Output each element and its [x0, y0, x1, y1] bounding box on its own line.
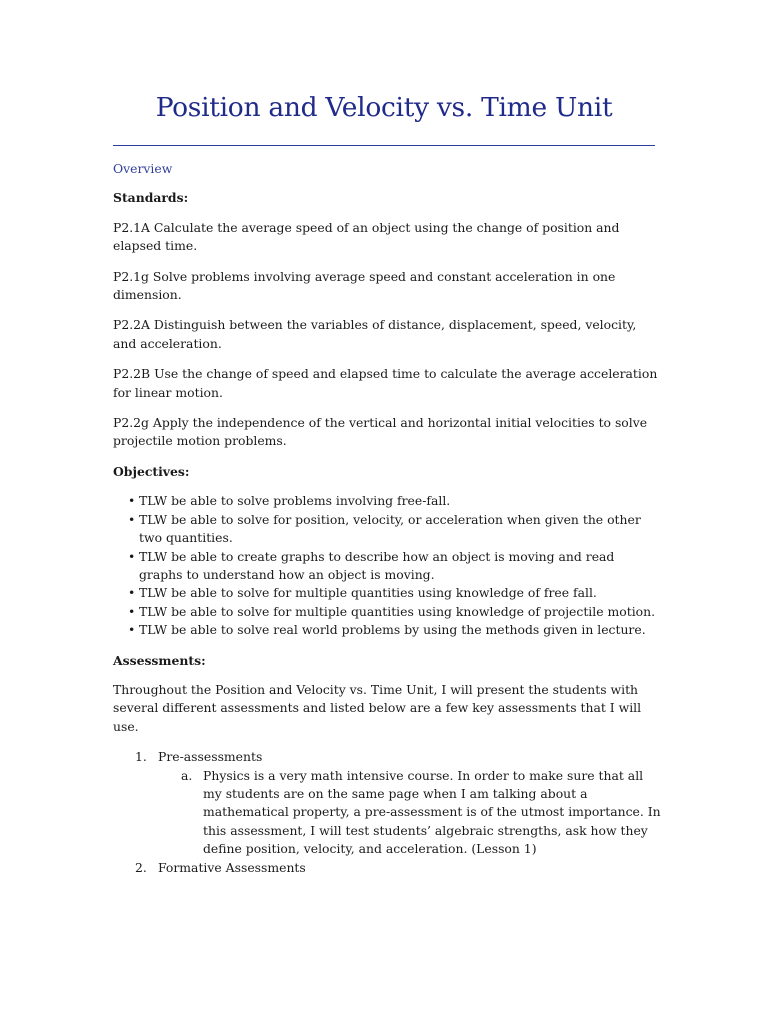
list-item [113, 621, 661, 639]
list-item [113, 748, 661, 858]
assessments-heading: Assessments: [113, 652, 206, 668]
bullet-icon: • [128, 493, 136, 509]
assessments-list [113, 748, 661, 877]
objective-text: TLW be able to solve for position, velocity, or acceleration when given the other two quantities. [139, 511, 641, 546]
objective-text: TLW be able to create graphs to describe how an object is moving and read graphs to understand how an object is moving. [139, 548, 615, 582]
assessment-sublist [158, 767, 661, 859]
standards-heading: Standards: [113, 190, 189, 206]
list-number: 1. [135, 749, 147, 765]
bullet-icon: • [128, 622, 136, 638]
objectives-heading: Objectives: [113, 463, 190, 479]
assessment-label: Formative Assessments [158, 859, 306, 875]
list-item [113, 584, 661, 602]
bullet-icon: • [128, 603, 136, 619]
list-number: 2. [135, 859, 147, 875]
bullet-icon: • [128, 511, 136, 527]
standard-item: P2.2A Distinguish between the variables of distance, displacement, speed, velocity, and acceleration. [113, 317, 637, 351]
objective-text: TLW be able to solve problems involving free-fall. [139, 493, 451, 509]
assessments-intro: Throughout the Position and Velocity vs. Time Unit, I will present the students with several different assessments and listed below are a few key assessments that I will use. [113, 681, 642, 734]
list-item [113, 548, 661, 585]
objective-text: TLW be able to solve for multiple quantities using knowledge of projectile motion. [139, 603, 656, 619]
title-divider [113, 145, 655, 146]
objectives-list [113, 492, 661, 639]
objective-text: TLW be able to solve for multiple quantities using knowledge of free fall. [139, 585, 597, 601]
sublist-marker: a. [181, 767, 193, 783]
bullet-icon: • [128, 548, 136, 564]
standard-item: P2.2B Use the change of speed and elapsed time to calculate the average acceleration for linear motion. [113, 366, 658, 400]
document-title: Position and Velocity vs. Time Unit [155, 92, 613, 123]
list-item [158, 767, 661, 859]
objective-text: TLW be able to solve real world problems by using the methods given in lecture. [139, 622, 646, 638]
standard-item: P2.1A Calculate the average speed of an object using the change of position and elapsed time. [113, 219, 620, 254]
bullet-icon: • [128, 585, 136, 601]
list-item [113, 859, 661, 877]
standard-item: P2.1g Solve problems involving average speed and constant acceleration in one dimension. [113, 268, 616, 303]
assessment-description: Physics is a very math intensive course. In order to make sure that all my students are on the same page when I am talking about a mathematical property, a pre-assessment is of the utmost importance. In this assessment, I will test students’ algebraic strengths, ask how they define position, velocity, and acceleration. (Lesson 1) [203, 767, 661, 857]
list-item [113, 511, 661, 548]
list-item [113, 603, 661, 621]
list-item [113, 492, 661, 510]
overview-heading: Overview [113, 161, 173, 176]
standard-item: P2.2g Apply the independence of the vertical and horizontal initial velocities to solve projectile motion problems. [113, 415, 648, 449]
assessment-label: Pre-assessments [158, 749, 263, 765]
document-body [113, 160, 661, 877]
